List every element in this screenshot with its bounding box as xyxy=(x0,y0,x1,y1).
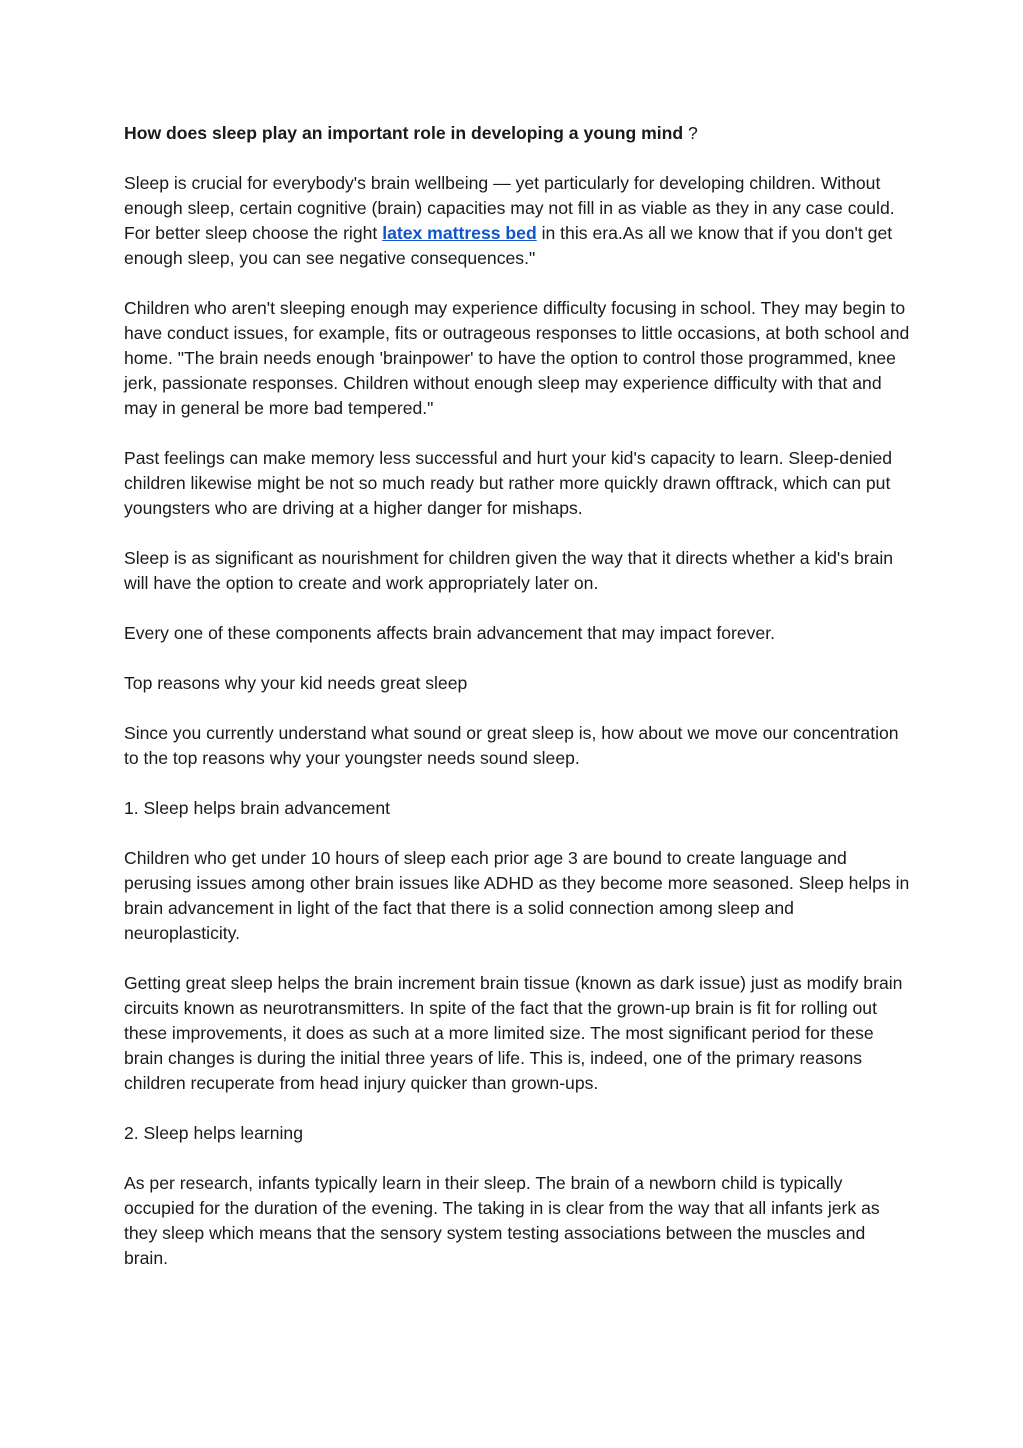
title-bold-text: How does sleep play an important role in developing a young mind xyxy=(124,123,684,143)
paragraph-2: Children who aren't sleeping enough may experience difficulty focusing in school. They may begin to have conduct issues, for example, fits or outrageous responses to little occasions, at both school and home. "The brain needs enough 'brainpower' to have the option to control those programmed, knee jerk, passionate responses. Children without enough sleep may experience difficulty with that and may in general be more bad tempered." xyxy=(124,298,910,418)
list-heading-learning: 2. Sleep helps learning xyxy=(124,1123,303,1143)
paragraph-1-after-link: in this era.As all we know that if you don't get enough sleep, you can see negative consequences." xyxy=(124,223,893,268)
document-page xyxy=(124,121,914,1296)
paragraph-1 xyxy=(124,171,914,271)
paragraph-9: Children who get under 10 hours of sleep each prior age 3 are bound to create language and perusing issues among other brain issues like ADHD as they become more seasoned. Sleep helps in brain advancement in light of the fact that there is a solid connection among sleep and neuroplasticity. xyxy=(124,848,910,943)
paragraph-7: Since you currently understand what sound or great sleep is, how about we move our concentration to the top reasons why your youngster needs sound sleep. xyxy=(124,723,899,768)
paragraph-10: Getting great sleep helps the brain increment brain tissue (known as dark issue) just as modify brain circuits known as neurotransmitters. In spite of the fact that the grown-up brain is fit for rolling out these improvements, it does as such at a more limited size. The most significant period for these brain changes is during the initial three years of life. This is, indeed, one of the primary reasons children recuperate from head injury quicker than grown-ups. xyxy=(124,973,903,1093)
list-heading-brain-advancement: 1. Sleep helps brain advancement xyxy=(124,798,391,818)
paragraph-12: As per research, infants typically learn in their sleep. The brain of a newborn child is typically occupied for the duration of the evening. The taking in is clear from the way that all infants jerk as they sleep which means that the sensory system testing associations between the muscles and brain. xyxy=(124,1173,880,1268)
paragraph-1-before-link: Sleep is crucial for everybody's brain wellbeing — yet particularly for developing children. Without enough sleep, certain cognitive (brain) capacities may not fill in as viable as they in any case could. For better sleep choose the right xyxy=(124,173,895,243)
title-suffix: ? xyxy=(683,123,698,143)
section-heading-top-reasons: Top reasons why your kid needs great sleep xyxy=(124,673,468,693)
document-title xyxy=(124,121,914,146)
latex-mattress-bed-link[interactable]: latex mattress bed xyxy=(382,223,537,243)
paragraph-4: Sleep is as significant as nourishment for children given the way that it directs whether a kid's brain will have the option to create and work appropriately later on. xyxy=(124,548,894,593)
paragraph-5: Every one of these components affects brain advancement that may impact forever. xyxy=(124,623,775,643)
paragraph-3: Past feelings can make memory less successful and hurt your kid's capacity to learn. Sleep-denied children likewise might be not so much ready but rather more quickly drawn offtrack, which can put youngsters who are driving at a higher danger for mishaps. xyxy=(124,448,893,518)
